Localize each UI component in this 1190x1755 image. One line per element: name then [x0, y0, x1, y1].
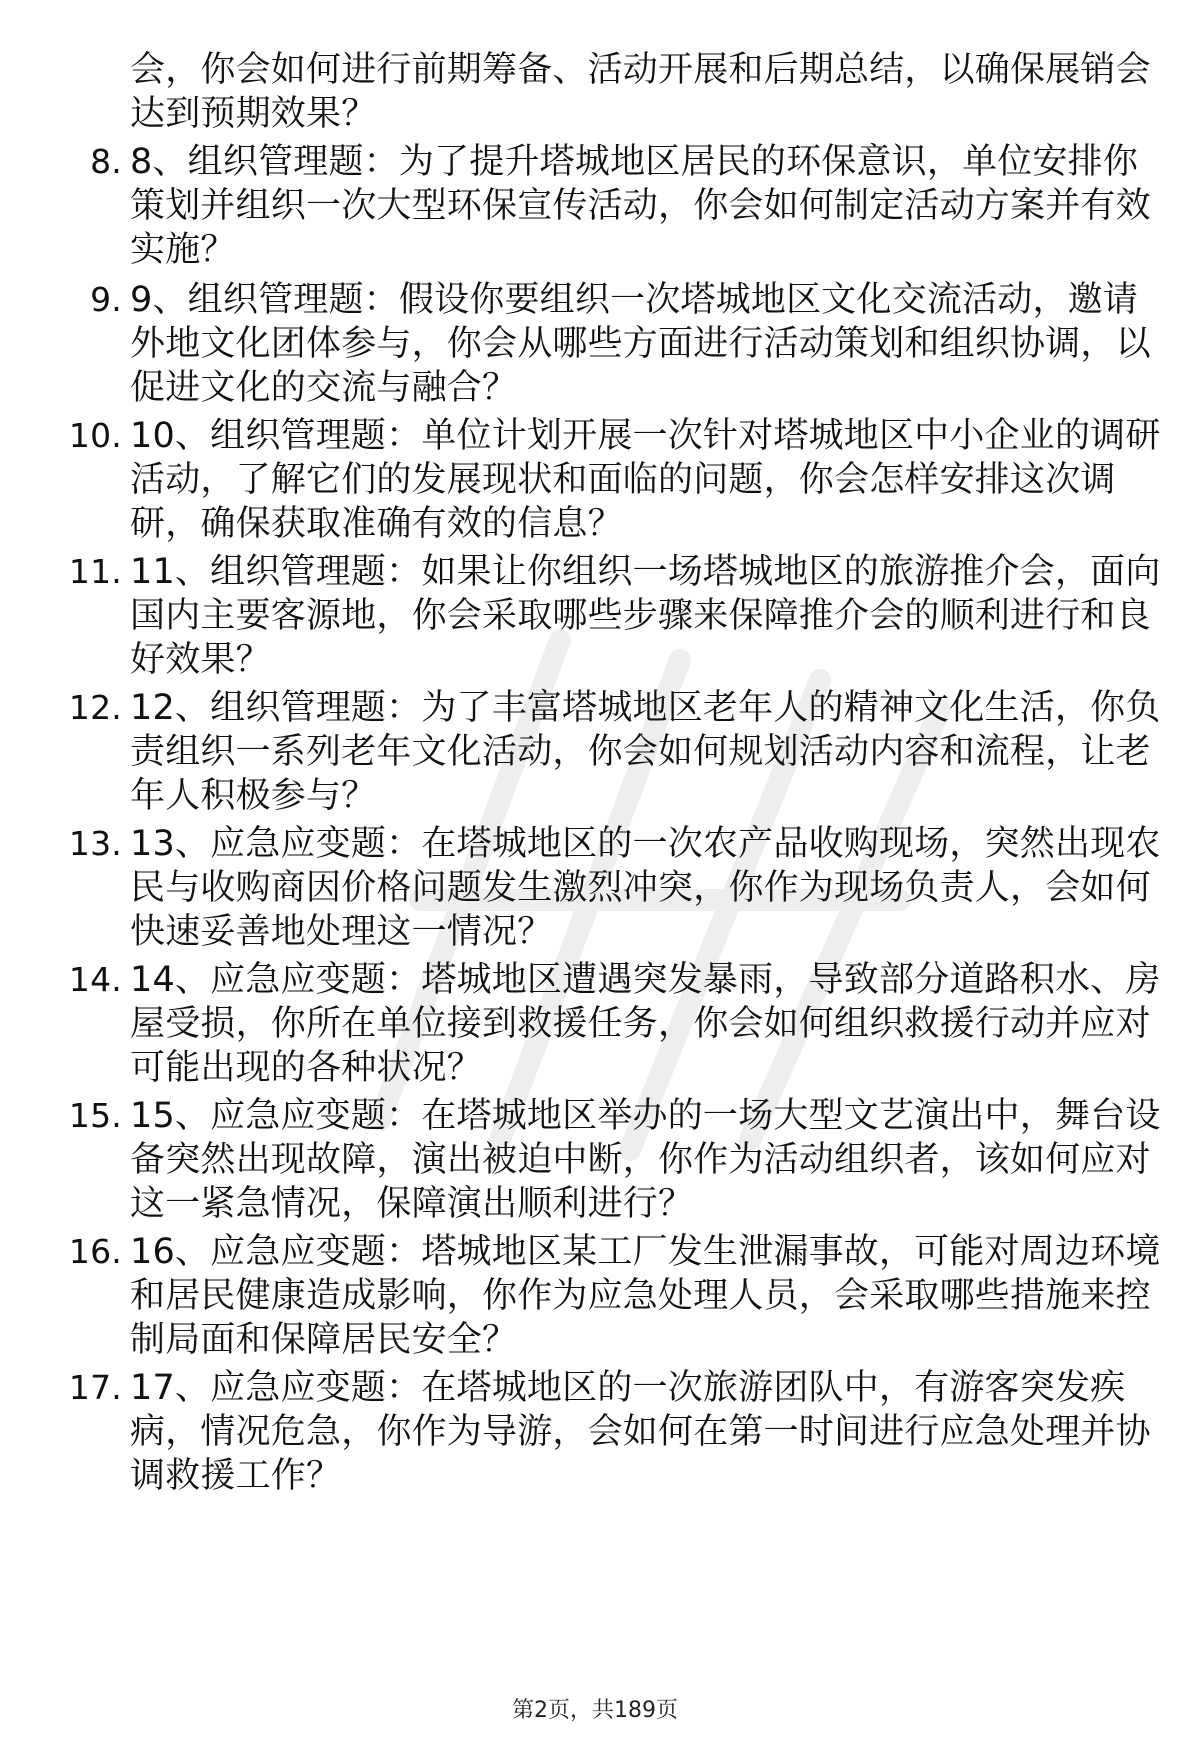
- list-item: [90, 278, 1170, 410]
- list-item: [68, 822, 1170, 954]
- question-text: 14、应急应变题：塔城地区遭遇突发暴雨，导致部分道路积水、房屋受损，你所在单位接到救援任务，你会如何组织救援行动并应对可能出现的各种状况？: [130, 960, 1161, 1088]
- item-number: 17.: [68, 1368, 122, 1407]
- list-item: [68, 1230, 1170, 1362]
- item-number: 11.: [68, 552, 122, 591]
- item-number: 15.: [68, 1096, 122, 1135]
- question-text: 10、组织管理题：单位计划开展一次针对塔城地区中小企业的调研活动，了解它们的发展现状和面临的问题，你会怎样安排这次调研，确保获取准确有效的信息？: [130, 416, 1161, 544]
- question-text: 13、应急应变题：在塔城地区的一次农产品收购现场，突然出现农民与收购商因价格问题发生激烈冲突，你作为现场负责人，会如何快速妥善地处理这一情况？: [130, 824, 1161, 952]
- list-item: [68, 686, 1170, 818]
- page-footer: 第2页，共189页: [512, 1698, 678, 1723]
- list-item: [68, 414, 1170, 546]
- list-item: [68, 958, 1170, 1090]
- question-text: 8、组织管理题：为了提升塔城地区居民的环保意识，单位安排你策划并组织一次大型环保宣传活动，你会如何制定活动方案并有效实施？: [130, 142, 1151, 270]
- item-number: 12.: [68, 688, 122, 727]
- item-number: 10.: [68, 416, 122, 455]
- question-text: 15、应急应变题：在塔城地区举办的一场大型文艺演出中，舞台设备突然出现故障，演出被迫中断，你作为活动组织者，该如何应对这一紧急情况，保障演出顺利进行？: [130, 1096, 1161, 1224]
- item-number: 13.: [68, 824, 122, 863]
- list-item: [68, 1366, 1170, 1498]
- item-number: 14.: [68, 960, 122, 999]
- list-item: [68, 1094, 1170, 1226]
- item-number: 8.: [90, 142, 122, 181]
- item-number: 9.: [90, 280, 122, 319]
- list-item: [68, 550, 1170, 682]
- question-text: 9、组织管理题：假设你要组织一次塔城地区文化交流活动，邀请外地文化团体参与，你会从哪些方面进行活动策划和组织协调，以促进文化的交流与融合？: [130, 280, 1151, 408]
- question-text: 11、组织管理题：如果让你组织一场塔城地区的旅游推介会，面向国内主要客源地，你会采取哪些步骤来保障推介会的顺利进行和良好效果？: [130, 552, 1161, 680]
- continuation-text: 会，你会如何进行前期筹备、活动开展和后期总结，以确保展销会达到预期效果？: [130, 50, 1151, 134]
- list-item: [90, 140, 1170, 272]
- item-number: 16.: [68, 1232, 122, 1271]
- question-text: 16、应急应变题：塔城地区某工厂发生泄漏事故，可能对周边环境和居民健康造成影响，你作为应急处理人员，会采取哪些措施来控制局面和保障居民安全？: [130, 1232, 1161, 1360]
- question-text: 12、组织管理题：为了丰富塔城地区老年人的精神文化生活，你负责组织一系列老年文化活动，你会如何规划活动内容和流程，让老年人积极参与？: [130, 688, 1161, 816]
- question-text: 17、应急应变题：在塔城地区的一次旅游团队中，有游客突发疾病，情况危急，你作为导游，会如何在第一时间进行应急处理并协调救援工作？: [130, 1368, 1151, 1496]
